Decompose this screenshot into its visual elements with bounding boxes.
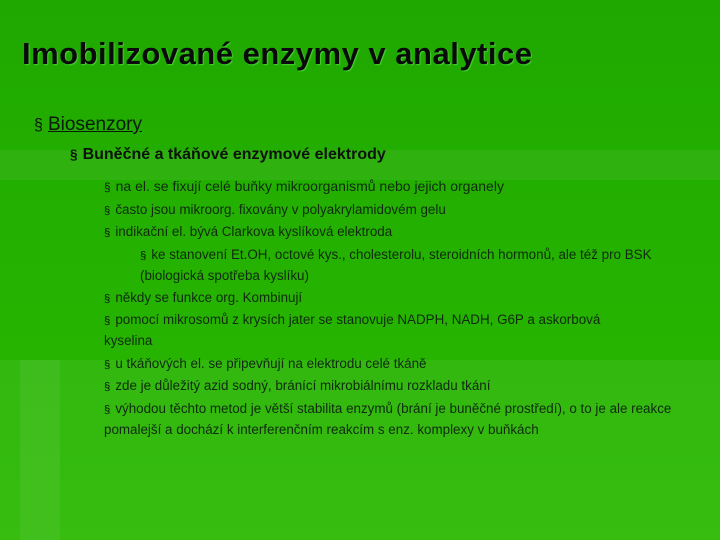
bullet-text: někdy se funkce org. Kombinují	[115, 290, 303, 305]
bullet-marker: §	[34, 116, 43, 134]
bullet-marker: §	[104, 205, 111, 217]
bullet-text: ke stanovení Et.OH, octové kys., cholesterolu, steroidních hormonů, ale též pro BSK (biologická spotřeba kyslíku)	[140, 247, 652, 283]
bullet-item	[104, 176, 704, 197]
bullet-text: na el. se fixují celé buňky mikroorganismů nebo jejich organely	[115, 178, 504, 194]
bullet-text: často jsou mikroorg. fixovány v polyakrylamidovém gelu	[115, 202, 446, 217]
bullet-item	[104, 354, 704, 375]
bullet-item	[104, 376, 704, 397]
bullet-text: výhodou těchto metod je větší stabilita enzymů (brání je buněčné prostředí), o to je ale reakce pomalejší a dochází k interferenčním reakcím s enz. komplexy v buňkách	[104, 401, 672, 437]
bullet-item	[104, 310, 624, 351]
bullet-marker: §	[104, 359, 111, 371]
bullet-marker: §	[104, 381, 111, 393]
background-stripe	[20, 360, 60, 540]
bullet-text: Biosenzory	[47, 114, 142, 135]
bullet-marker: §	[104, 315, 111, 327]
bullet-text: indikační el. bývá Clarkova kyslíková elektroda	[115, 224, 393, 239]
bullet-item	[104, 288, 704, 309]
bullet-level2	[70, 146, 386, 164]
bullet-item	[104, 200, 704, 221]
bullet-text: Buněčné a tkáňové enzymové elektrody	[82, 146, 386, 163]
bullet-marker: §	[104, 404, 111, 416]
slide-title: Imobilizované enzymy v analytice	[22, 36, 533, 71]
bullet-marker: §	[140, 250, 147, 262]
bullet-marker: §	[104, 293, 111, 305]
bullet-text: zde je důležitý azid sodný, bránící mikrobiálnímu rozkladu tkání	[115, 378, 491, 393]
bullet-text: pomocí mikrosomů z krysích jater se stanovuje NADPH, NADH, G6P a askorbová kyselina	[104, 312, 601, 348]
bullet-text: u tkáňových el. se připevňují na elektrodu celé tkáně	[115, 356, 427, 371]
bullet-item	[104, 222, 704, 243]
bullet-marker: §	[104, 180, 111, 194]
bullet-marker: §	[104, 227, 111, 239]
bullet-level1	[34, 114, 142, 136]
bullet-item-sub	[140, 245, 700, 286]
bullet-marker: §	[70, 147, 78, 162]
bullet-item	[104, 399, 694, 440]
